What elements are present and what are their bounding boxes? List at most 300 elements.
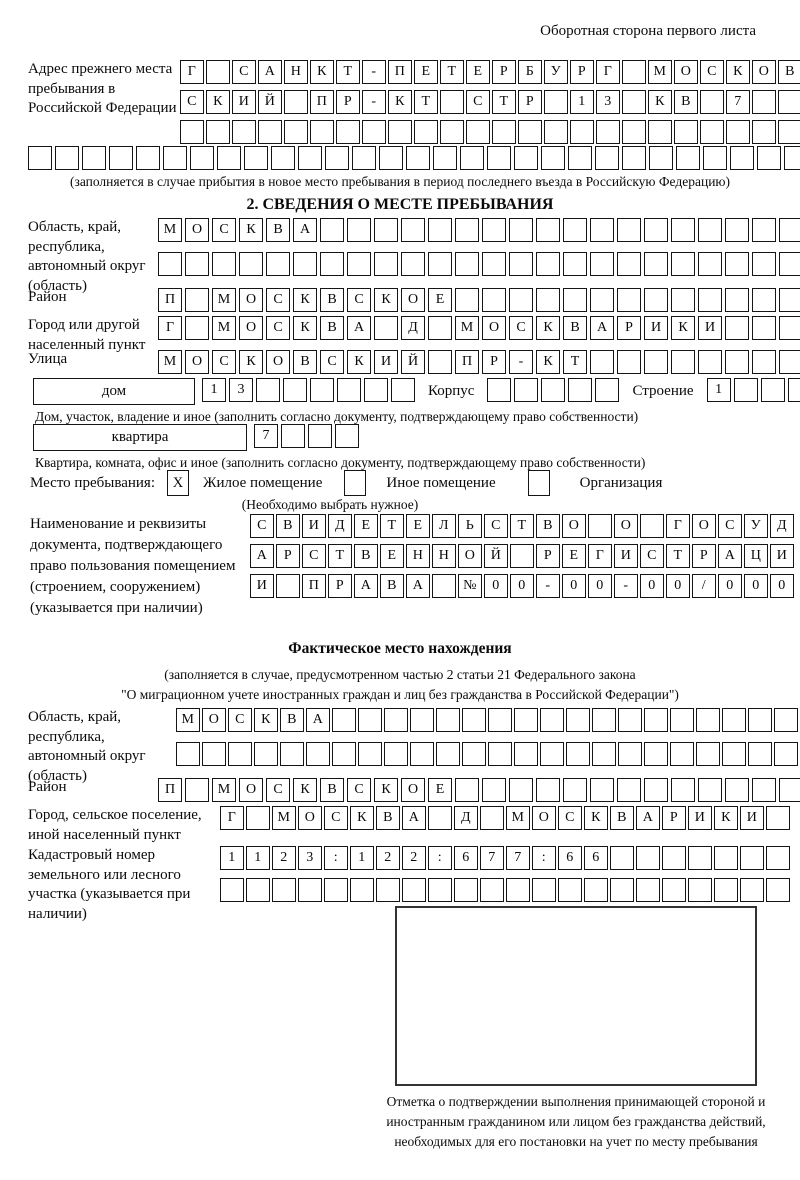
- form-cell[interactable]: Е: [354, 514, 378, 538]
- form-cell[interactable]: [725, 316, 749, 340]
- form-cell[interactable]: П: [388, 60, 412, 84]
- form-cell[interactable]: [778, 90, 800, 114]
- form-cell[interactable]: [779, 316, 800, 340]
- form-cell[interactable]: [698, 288, 722, 312]
- form-cell[interactable]: [280, 742, 304, 766]
- form-cell[interactable]: К: [726, 60, 750, 84]
- form-cell[interactable]: [748, 708, 772, 732]
- form-cell[interactable]: [176, 742, 200, 766]
- form-cell[interactable]: О: [185, 218, 209, 242]
- form-cell[interactable]: [509, 288, 533, 312]
- form-cell[interactable]: [722, 742, 746, 766]
- form-cell[interactable]: 1: [202, 378, 226, 402]
- form-cell[interactable]: [725, 252, 749, 276]
- form-cell[interactable]: И: [302, 514, 326, 538]
- form-cell[interactable]: [228, 742, 252, 766]
- form-cell[interactable]: И: [374, 350, 398, 374]
- form-cell[interactable]: Т: [414, 90, 438, 114]
- form-cell[interactable]: :: [532, 846, 556, 870]
- form-cell[interactable]: С: [640, 544, 664, 568]
- form-cell[interactable]: [293, 252, 317, 276]
- form-cell[interactable]: [536, 778, 560, 802]
- form-cell[interactable]: [688, 846, 712, 870]
- form-cell[interactable]: М: [648, 60, 672, 84]
- form-cell[interactable]: [509, 778, 533, 802]
- form-cell[interactable]: Н: [432, 544, 456, 568]
- form-cell[interactable]: [514, 378, 538, 402]
- form-cell[interactable]: [688, 878, 712, 902]
- form-cell[interactable]: [590, 252, 614, 276]
- form-cell[interactable]: [725, 218, 749, 242]
- form-cell[interactable]: К: [254, 708, 278, 732]
- form-cell[interactable]: [310, 120, 334, 144]
- form-cell[interactable]: [671, 350, 695, 374]
- form-cell[interactable]: [590, 218, 614, 242]
- form-cell[interactable]: [563, 218, 587, 242]
- form-cell[interactable]: [220, 878, 244, 902]
- form-cell[interactable]: [700, 90, 724, 114]
- form-cell[interactable]: [779, 778, 800, 802]
- form-cell[interactable]: [358, 742, 382, 766]
- form-cell[interactable]: [676, 146, 700, 170]
- house-type-box[interactable]: дом: [33, 378, 195, 405]
- form-cell[interactable]: О: [614, 514, 638, 538]
- form-cell[interactable]: О: [266, 350, 290, 374]
- form-cell[interactable]: [698, 778, 722, 802]
- form-cell[interactable]: В: [610, 806, 634, 830]
- form-cell[interactable]: [671, 252, 695, 276]
- form-cell[interactable]: [698, 218, 722, 242]
- form-cell[interactable]: Н: [406, 544, 430, 568]
- form-cell[interactable]: [714, 878, 738, 902]
- form-cell[interactable]: 0: [718, 574, 742, 598]
- form-cell[interactable]: [402, 878, 426, 902]
- form-cell[interactable]: В: [276, 514, 300, 538]
- form-cell[interactable]: И: [614, 544, 638, 568]
- form-cell[interactable]: 6: [558, 846, 582, 870]
- form-cell[interactable]: [636, 846, 660, 870]
- form-cell[interactable]: Г: [666, 514, 690, 538]
- form-cell[interactable]: [536, 218, 560, 242]
- form-cell[interactable]: Д: [328, 514, 352, 538]
- form-cell[interactable]: [610, 878, 634, 902]
- form-cell[interactable]: [440, 90, 464, 114]
- form-cell[interactable]: [622, 146, 646, 170]
- form-cell[interactable]: [509, 252, 533, 276]
- form-cell[interactable]: К: [671, 316, 695, 340]
- form-cell[interactable]: И: [698, 316, 722, 340]
- form-cell[interactable]: [752, 778, 776, 802]
- form-cell[interactable]: [514, 742, 538, 766]
- form-cell[interactable]: [246, 878, 270, 902]
- form-cell[interactable]: М: [455, 316, 479, 340]
- form-cell[interactable]: [752, 316, 776, 340]
- form-cell[interactable]: К: [584, 806, 608, 830]
- form-cell[interactable]: Й: [258, 90, 282, 114]
- form-cell[interactable]: [644, 288, 668, 312]
- checkbox-organization[interactable]: [528, 470, 550, 496]
- form-cell[interactable]: [566, 742, 590, 766]
- form-cell[interactable]: В: [674, 90, 698, 114]
- form-cell[interactable]: В: [266, 218, 290, 242]
- form-cell[interactable]: Е: [428, 778, 452, 802]
- form-cell[interactable]: [662, 878, 686, 902]
- form-cell[interactable]: [592, 742, 616, 766]
- form-cell[interactable]: С: [266, 288, 290, 312]
- form-cell[interactable]: [622, 60, 646, 84]
- form-cell[interactable]: [266, 252, 290, 276]
- form-cell[interactable]: [544, 90, 568, 114]
- form-cell[interactable]: [109, 146, 133, 170]
- form-cell[interactable]: [246, 806, 270, 830]
- checkbox-other-premises[interactable]: [344, 470, 366, 496]
- form-cell[interactable]: М: [212, 316, 236, 340]
- form-cell[interactable]: [784, 146, 800, 170]
- form-cell[interactable]: [622, 90, 646, 114]
- form-cell[interactable]: [518, 120, 542, 144]
- form-cell[interactable]: И: [232, 90, 256, 114]
- form-cell[interactable]: -: [536, 574, 560, 598]
- form-cell[interactable]: О: [752, 60, 776, 84]
- form-cell[interactable]: В: [380, 574, 404, 598]
- form-cell[interactable]: [752, 252, 776, 276]
- form-cell[interactable]: [671, 288, 695, 312]
- form-cell[interactable]: [254, 742, 278, 766]
- form-cell[interactable]: [455, 288, 479, 312]
- form-cell[interactable]: Д: [401, 316, 425, 340]
- form-cell[interactable]: Д: [770, 514, 794, 538]
- form-cell[interactable]: [779, 288, 800, 312]
- form-cell[interactable]: Е: [380, 544, 404, 568]
- form-cell[interactable]: [298, 146, 322, 170]
- form-cell[interactable]: [462, 742, 486, 766]
- form-cell[interactable]: [455, 252, 479, 276]
- form-cell[interactable]: О: [692, 514, 716, 538]
- form-cell[interactable]: [487, 378, 511, 402]
- form-cell[interactable]: [374, 252, 398, 276]
- form-cell[interactable]: [644, 742, 668, 766]
- form-cell[interactable]: [281, 424, 305, 448]
- form-cell[interactable]: П: [158, 288, 182, 312]
- form-cell[interactable]: [752, 288, 776, 312]
- form-cell[interactable]: С: [558, 806, 582, 830]
- form-cell[interactable]: [347, 252, 371, 276]
- form-cell[interactable]: [482, 252, 506, 276]
- form-cell[interactable]: К: [388, 90, 412, 114]
- form-cell[interactable]: [336, 120, 360, 144]
- form-cell[interactable]: [726, 120, 750, 144]
- form-cell[interactable]: [617, 252, 641, 276]
- form-cell[interactable]: [617, 350, 641, 374]
- form-cell[interactable]: Й: [401, 350, 425, 374]
- form-cell[interactable]: :: [324, 846, 348, 870]
- form-cell[interactable]: 0: [640, 574, 664, 598]
- form-cell[interactable]: К: [374, 778, 398, 802]
- form-cell[interactable]: С: [180, 90, 204, 114]
- form-cell[interactable]: А: [636, 806, 660, 830]
- form-cell[interactable]: [488, 708, 512, 732]
- form-cell[interactable]: [514, 708, 538, 732]
- form-cell[interactable]: К: [350, 806, 374, 830]
- form-cell[interactable]: Г: [158, 316, 182, 340]
- form-cell[interactable]: [595, 378, 619, 402]
- form-cell[interactable]: [671, 778, 695, 802]
- form-cell[interactable]: О: [401, 778, 425, 802]
- form-cell[interactable]: [136, 146, 160, 170]
- form-cell[interactable]: [617, 778, 641, 802]
- form-cell[interactable]: [670, 742, 694, 766]
- form-cell[interactable]: [778, 120, 800, 144]
- form-cell[interactable]: К: [239, 350, 263, 374]
- form-cell[interactable]: [428, 316, 452, 340]
- form-cell[interactable]: [487, 146, 511, 170]
- form-cell[interactable]: [347, 218, 371, 242]
- form-cell[interactable]: Р: [482, 350, 506, 374]
- form-cell[interactable]: Р: [328, 574, 352, 598]
- form-cell[interactable]: С: [212, 350, 236, 374]
- form-cell[interactable]: 0: [588, 574, 612, 598]
- form-cell[interactable]: 0: [562, 574, 586, 598]
- form-cell[interactable]: Е: [414, 60, 438, 84]
- form-cell[interactable]: К: [648, 90, 672, 114]
- form-cell[interactable]: [185, 778, 209, 802]
- form-cell[interactable]: С: [466, 90, 490, 114]
- form-cell[interactable]: [648, 120, 672, 144]
- form-cell[interactable]: [206, 60, 230, 84]
- form-cell[interactable]: [670, 708, 694, 732]
- form-cell[interactable]: А: [347, 316, 371, 340]
- form-cell[interactable]: 0: [744, 574, 768, 598]
- form-cell[interactable]: Р: [492, 60, 516, 84]
- form-cell[interactable]: [239, 252, 263, 276]
- form-cell[interactable]: Т: [666, 544, 690, 568]
- form-cell[interactable]: [462, 708, 486, 732]
- form-cell[interactable]: К: [536, 316, 560, 340]
- form-cell[interactable]: 3: [596, 90, 620, 114]
- form-cell[interactable]: [374, 218, 398, 242]
- form-cell[interactable]: [158, 252, 182, 276]
- form-cell[interactable]: [320, 252, 344, 276]
- form-cell[interactable]: [284, 90, 308, 114]
- form-cell[interactable]: [725, 778, 749, 802]
- form-cell[interactable]: [258, 120, 282, 144]
- form-cell[interactable]: [698, 252, 722, 276]
- form-cell[interactable]: [480, 806, 504, 830]
- form-cell[interactable]: [384, 708, 408, 732]
- form-cell[interactable]: [725, 288, 749, 312]
- form-cell[interactable]: К: [536, 350, 560, 374]
- form-cell[interactable]: М: [506, 806, 530, 830]
- form-cell[interactable]: К: [374, 288, 398, 312]
- form-cell[interactable]: [514, 146, 538, 170]
- form-cell[interactable]: [618, 742, 642, 766]
- form-cell[interactable]: [306, 742, 330, 766]
- form-cell[interactable]: [509, 218, 533, 242]
- form-cell[interactable]: [384, 742, 408, 766]
- form-cell[interactable]: [271, 146, 295, 170]
- form-cell[interactable]: С: [212, 218, 236, 242]
- form-cell[interactable]: А: [406, 574, 430, 598]
- form-cell[interactable]: В: [354, 544, 378, 568]
- form-cell[interactable]: Ь: [458, 514, 482, 538]
- form-cell[interactable]: [592, 708, 616, 732]
- form-cell[interactable]: [401, 252, 425, 276]
- form-cell[interactable]: [590, 778, 614, 802]
- form-cell[interactable]: Е: [466, 60, 490, 84]
- form-cell[interactable]: [433, 146, 457, 170]
- form-cell[interactable]: [212, 252, 236, 276]
- form-cell[interactable]: [757, 146, 781, 170]
- form-cell[interactable]: [506, 878, 530, 902]
- form-cell[interactable]: А: [718, 544, 742, 568]
- form-cell[interactable]: [335, 424, 359, 448]
- form-cell[interactable]: [563, 252, 587, 276]
- form-cell[interactable]: [730, 146, 754, 170]
- form-cell[interactable]: Л: [432, 514, 456, 538]
- form-cell[interactable]: К: [293, 778, 317, 802]
- form-cell[interactable]: 6: [454, 846, 478, 870]
- form-cell[interactable]: О: [185, 350, 209, 374]
- form-cell[interactable]: [536, 288, 560, 312]
- form-cell[interactable]: [410, 742, 434, 766]
- form-cell[interactable]: В: [320, 288, 344, 312]
- form-cell[interactable]: Т: [563, 350, 587, 374]
- form-cell[interactable]: [190, 146, 214, 170]
- form-cell[interactable]: [428, 252, 452, 276]
- form-cell[interactable]: №: [458, 574, 482, 598]
- form-cell[interactable]: [55, 146, 79, 170]
- form-cell[interactable]: [206, 120, 230, 144]
- form-cell[interactable]: [588, 514, 612, 538]
- checkbox-residential[interactable]: X: [167, 470, 189, 496]
- form-cell[interactable]: О: [482, 316, 506, 340]
- form-cell[interactable]: С: [347, 288, 371, 312]
- form-cell[interactable]: [488, 742, 512, 766]
- form-cell[interactable]: А: [306, 708, 330, 732]
- form-cell[interactable]: С: [718, 514, 742, 538]
- form-cell[interactable]: Р: [692, 544, 716, 568]
- form-cell[interactable]: [649, 146, 673, 170]
- form-cell[interactable]: [454, 878, 478, 902]
- form-cell[interactable]: [388, 120, 412, 144]
- form-cell[interactable]: В: [536, 514, 560, 538]
- form-cell[interactable]: С: [484, 514, 508, 538]
- form-cell[interactable]: [696, 708, 720, 732]
- form-cell[interactable]: [428, 806, 452, 830]
- form-cell[interactable]: К: [293, 288, 317, 312]
- form-cell[interactable]: В: [563, 316, 587, 340]
- form-cell[interactable]: У: [544, 60, 568, 84]
- form-cell[interactable]: [466, 120, 490, 144]
- form-cell[interactable]: М: [158, 350, 182, 374]
- form-cell[interactable]: М: [158, 218, 182, 242]
- form-cell[interactable]: С: [347, 778, 371, 802]
- form-cell[interactable]: [82, 146, 106, 170]
- form-cell[interactable]: [640, 514, 664, 538]
- form-cell[interactable]: М: [176, 708, 200, 732]
- form-cell[interactable]: [163, 146, 187, 170]
- form-cell[interactable]: С: [266, 316, 290, 340]
- form-cell[interactable]: Е: [406, 514, 430, 538]
- form-cell[interactable]: П: [455, 350, 479, 374]
- form-cell[interactable]: П: [310, 90, 334, 114]
- form-cell[interactable]: О: [458, 544, 482, 568]
- form-cell[interactable]: [540, 742, 564, 766]
- form-cell[interactable]: [752, 120, 776, 144]
- form-cell[interactable]: Р: [276, 544, 300, 568]
- form-cell[interactable]: [436, 742, 460, 766]
- form-cell[interactable]: В: [320, 778, 344, 802]
- form-cell[interactable]: [410, 708, 434, 732]
- form-cell[interactable]: Р: [617, 316, 641, 340]
- form-cell[interactable]: [324, 878, 348, 902]
- form-cell[interactable]: 1: [570, 90, 594, 114]
- form-cell[interactable]: С: [700, 60, 724, 84]
- form-cell[interactable]: [482, 288, 506, 312]
- form-cell[interactable]: [455, 778, 479, 802]
- form-cell[interactable]: Р: [536, 544, 560, 568]
- form-cell[interactable]: [595, 146, 619, 170]
- form-cell[interactable]: 1: [707, 378, 731, 402]
- form-cell[interactable]: [617, 288, 641, 312]
- form-cell[interactable]: [674, 120, 698, 144]
- form-cell[interactable]: [752, 350, 776, 374]
- form-cell[interactable]: Г: [180, 60, 204, 84]
- form-cell[interactable]: [217, 146, 241, 170]
- form-cell[interactable]: О: [674, 60, 698, 84]
- form-cell[interactable]: [376, 878, 400, 902]
- form-cell[interactable]: [460, 146, 484, 170]
- form-cell[interactable]: В: [280, 708, 304, 732]
- form-cell[interactable]: [725, 350, 749, 374]
- form-cell[interactable]: [532, 878, 556, 902]
- form-cell[interactable]: С: [302, 544, 326, 568]
- form-cell[interactable]: Т: [492, 90, 516, 114]
- form-cell[interactable]: [308, 424, 332, 448]
- form-cell[interactable]: [428, 218, 452, 242]
- form-cell[interactable]: 1: [246, 846, 270, 870]
- form-cell[interactable]: [563, 778, 587, 802]
- form-cell[interactable]: [185, 252, 209, 276]
- form-cell[interactable]: [332, 742, 356, 766]
- form-cell[interactable]: 3: [229, 378, 253, 402]
- form-cell[interactable]: [272, 878, 296, 902]
- form-cell[interactable]: 2: [272, 846, 296, 870]
- form-cell[interactable]: [714, 846, 738, 870]
- form-cell[interactable]: [28, 146, 52, 170]
- form-cell[interactable]: [244, 146, 268, 170]
- form-cell[interactable]: Е: [562, 544, 586, 568]
- form-cell[interactable]: [617, 218, 641, 242]
- form-cell[interactable]: Е: [428, 288, 452, 312]
- form-cell[interactable]: [480, 878, 504, 902]
- form-cell[interactable]: Р: [518, 90, 542, 114]
- form-cell[interactable]: :: [428, 846, 452, 870]
- form-cell[interactable]: И: [770, 544, 794, 568]
- form-cell[interactable]: [740, 846, 764, 870]
- form-cell[interactable]: [276, 574, 300, 598]
- form-cell[interactable]: В: [293, 350, 317, 374]
- form-cell[interactable]: К: [347, 350, 371, 374]
- form-cell[interactable]: 6: [584, 846, 608, 870]
- form-cell[interactable]: О: [202, 708, 226, 732]
- form-cell[interactable]: [748, 742, 772, 766]
- form-cell[interactable]: 7: [480, 846, 504, 870]
- form-cell[interactable]: [232, 120, 256, 144]
- form-cell[interactable]: [610, 846, 634, 870]
- form-cell[interactable]: [541, 378, 565, 402]
- form-cell[interactable]: Р: [336, 90, 360, 114]
